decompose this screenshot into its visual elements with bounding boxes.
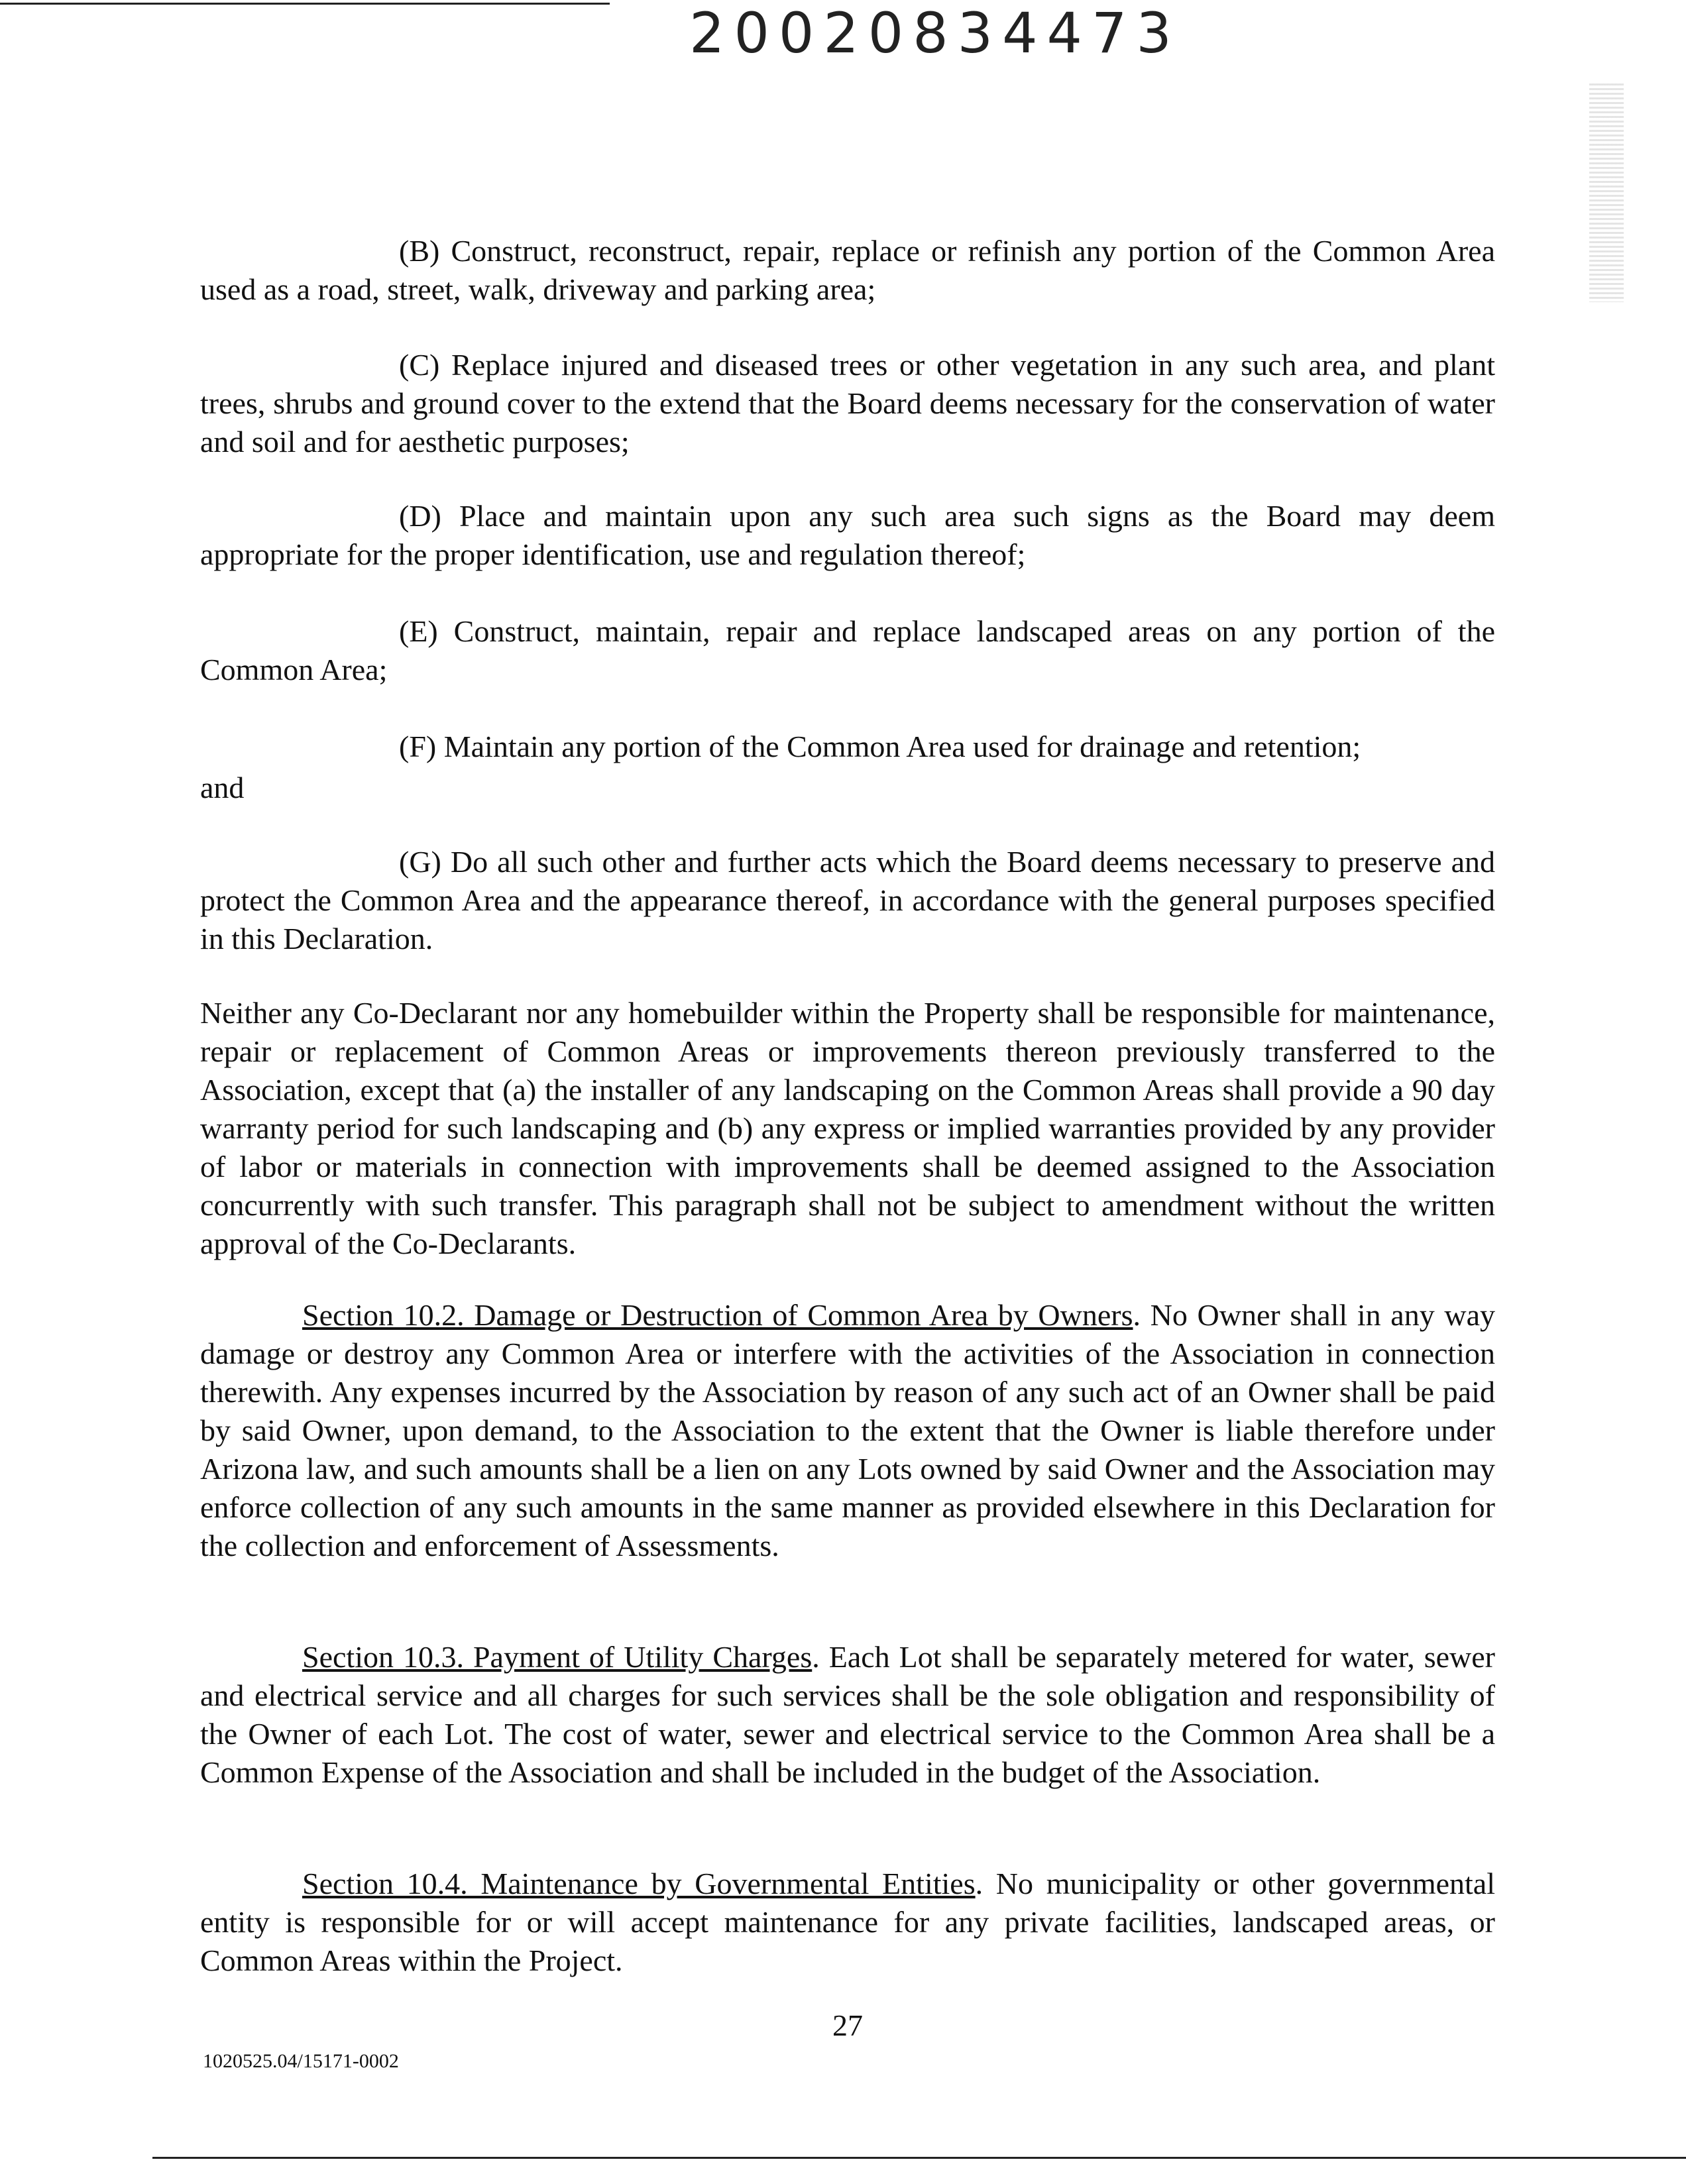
paragraph-e: (E) Construct, maintain, repair and replace landscaped areas on any portion of the Common Area;: [200, 614, 1495, 686]
paragraph-neither: Neither any Co-Declarant nor any homebuilder within the Property shall be responsible for maintenance, repair or replacement of Common Areas or improvements thereon previously transferred to the Association, except that (a) the installer of any landscaping on the Common Areas shall provide a 90 day warranty period for such landscaping and (b) any express or implied warranties provided by any provider of labor or materials in connection with improvements shall be deemed assigned to the Association concurrently with such transfer. This paragraph shall not be subject to amendment without the written approval of the Co-Declarants.: [200, 996, 1495, 1260]
margin-stamp-mark: [1589, 83, 1624, 302]
top-rule: [0, 3, 610, 5]
section-10-3-body: . Each Lot shall be separately metered for water, sewer and electrical service and all charges for such services shall be the sole obligation and responsibility of the Owner of each Lot. The cost of water, sewer and electrical service to the Common Area shall be a Common Expense of the Association and shall be included in the budget of the Association.: [200, 1640, 1495, 1789]
paragraph-f-tail: and: [200, 771, 245, 804]
bottom-rule: [152, 2157, 1686, 2159]
section-10-4: [200, 1865, 1495, 1980]
section-10-4-heading: Section 10.4. Maintenance by Governmental Entities: [302, 1867, 976, 1900]
footer-doc-code: 1020525.04/15171-0002: [203, 2050, 399, 2072]
section-10-4-body: . No municipality or other governmental entity is responsible for or will accept maintenance for any private facilities, landscaped areas, or Common Areas within the Project.: [200, 1867, 1495, 1977]
paragraph-b: (B) Construct, reconstruct, repair, replace or refinish any portion of the Common Area used as a road, street, walk, driveway and parking area;: [200, 234, 1495, 306]
paragraph-f: (F) Maintain any portion of the Common Area used for drainage and retention;: [399, 730, 1361, 763]
paragraph-c: (C) Replace injured and diseased trees or other vegetation in any such area, and plant trees, shrubs and ground cover to the extend that the Board deems necessary for the conservation of water and soil and for aesthetic purposes;: [200, 348, 1495, 459]
document-number: 20020834473: [689, 1, 1181, 66]
section-10-3: [200, 1638, 1495, 1792]
paragraph-g: (G) Do all such other and further acts which the Board deems necessary to preserve and protect the Common Area and the appearance thereof, in accordance with the general purposes specified in this Declaration.: [200, 845, 1495, 956]
page-number: 27: [832, 2008, 863, 2042]
section-10-2-heading: Section 10.2. Damage or Destruction of Common Area by Owners: [302, 1298, 1133, 1332]
section-10-2-body: . No Owner shall in any way damage or destroy any Common Area or interfere with the activities of the Association in connection therewith. Any expenses incurred by the Association by reason of any such act of an Owner shall be paid by said Owner, upon demand, to the Association to the extent that the Owner is liable therefore under Arizona law, and such amounts shall be a lien on any Lots owned by said Owner and the Association may enforce collection of any such amounts in the same manner as provided elsewhere in this Declaration for the collection and enforcement of Assessments.: [200, 1298, 1495, 1562]
section-10-3-heading: Section 10.3. Payment of Utility Charges: [302, 1640, 813, 1674]
section-10-2: [200, 1296, 1495, 1565]
paragraph-d: (D) Place and maintain upon any such area such signs as the Board may deem appropriate for the proper identification, use and regulation thereof;: [200, 499, 1495, 571]
